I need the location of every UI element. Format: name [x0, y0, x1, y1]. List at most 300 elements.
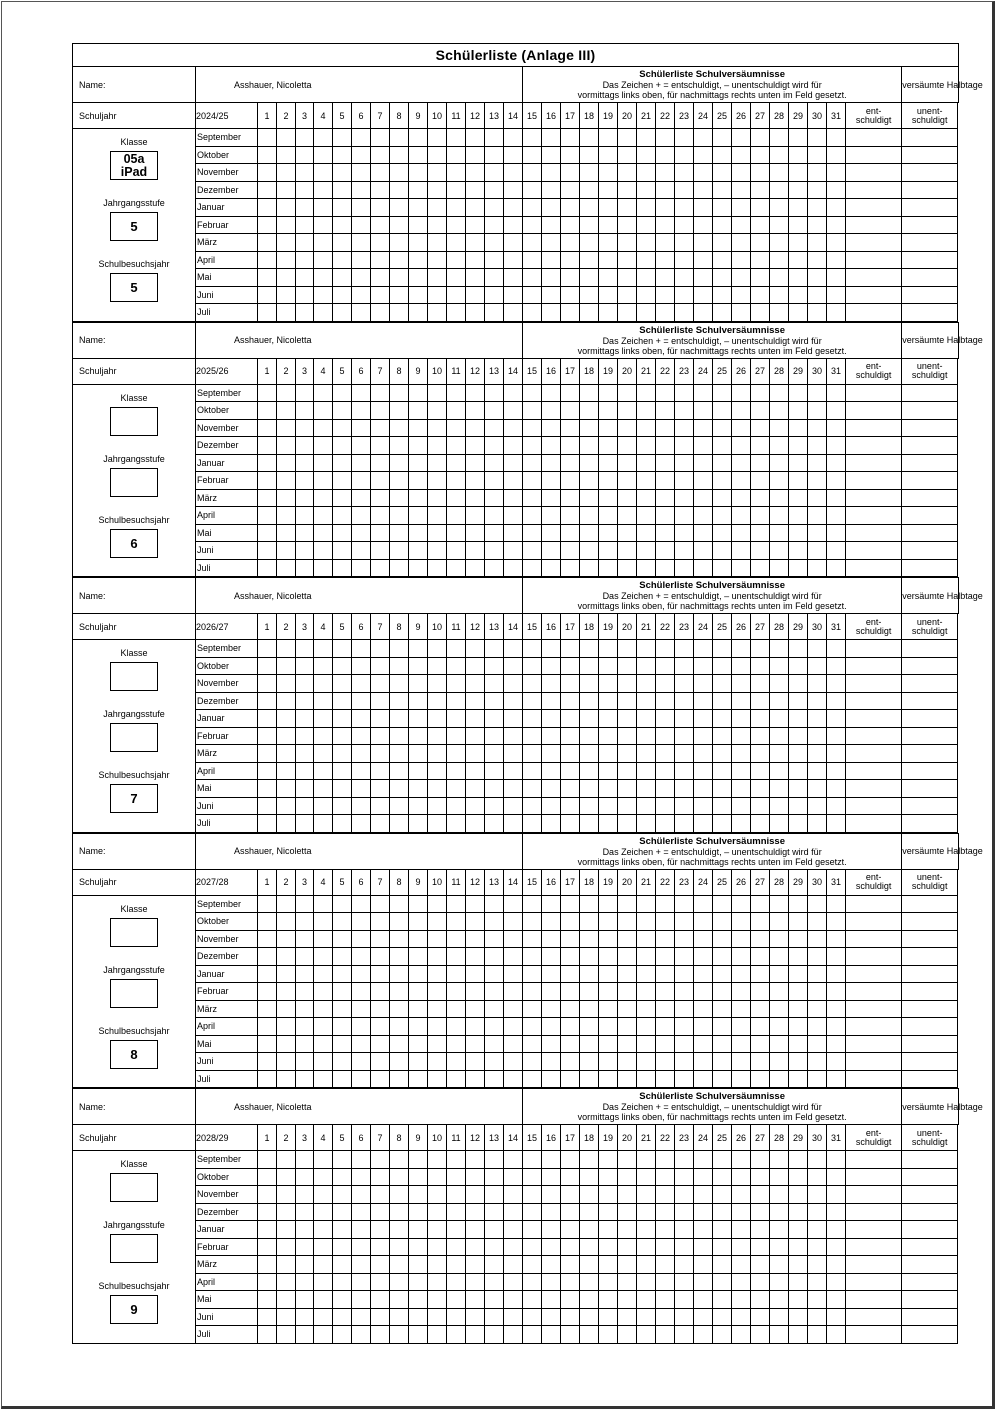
day-cell[interactable]	[827, 1238, 846, 1256]
day-cell[interactable]	[580, 507, 599, 525]
day-cell[interactable]	[428, 1308, 447, 1326]
day-cell[interactable]	[314, 1070, 333, 1088]
day-cell[interactable]	[485, 559, 504, 577]
day-cell[interactable]	[314, 1000, 333, 1018]
excused-cell[interactable]	[846, 524, 902, 542]
day-cell[interactable]	[352, 489, 371, 507]
unexcused-cell[interactable]	[902, 948, 958, 966]
day-cell[interactable]	[485, 216, 504, 234]
day-cell[interactable]	[751, 692, 770, 710]
day-cell[interactable]	[447, 489, 466, 507]
day-cell[interactable]	[542, 454, 561, 472]
day-cell[interactable]	[371, 304, 390, 322]
day-cell[interactable]	[694, 1186, 713, 1204]
day-cell[interactable]	[599, 1053, 618, 1071]
day-cell[interactable]	[352, 640, 371, 658]
day-cell[interactable]	[390, 1168, 409, 1186]
day-cell[interactable]	[827, 895, 846, 913]
unexcused-cell[interactable]	[902, 129, 958, 147]
day-cell[interactable]	[542, 489, 561, 507]
day-cell[interactable]	[542, 1151, 561, 1169]
day-cell[interactable]	[618, 542, 637, 560]
day-cell[interactable]	[390, 965, 409, 983]
day-cell[interactable]	[333, 559, 352, 577]
excused-cell[interactable]	[846, 472, 902, 490]
day-cell[interactable]	[675, 1035, 694, 1053]
day-cell[interactable]	[314, 146, 333, 164]
day-cell[interactable]	[314, 286, 333, 304]
day-cell[interactable]	[409, 146, 428, 164]
day-cell[interactable]	[694, 489, 713, 507]
day-cell[interactable]	[751, 1070, 770, 1088]
day-cell[interactable]	[542, 384, 561, 402]
day-cell[interactable]	[409, 1308, 428, 1326]
day-cell[interactable]	[352, 251, 371, 269]
day-cell[interactable]	[409, 384, 428, 402]
excused-cell[interactable]	[846, 1018, 902, 1036]
day-cell[interactable]	[409, 948, 428, 966]
day-cell[interactable]	[542, 983, 561, 1001]
unexcused-cell[interactable]	[902, 1168, 958, 1186]
day-cell[interactable]	[466, 199, 485, 217]
day-cell[interactable]	[390, 1308, 409, 1326]
day-cell[interactable]	[561, 1326, 580, 1344]
day-cell[interactable]	[466, 692, 485, 710]
day-cell[interactable]	[770, 507, 789, 525]
unexcused-cell[interactable]	[902, 780, 958, 798]
day-cell[interactable]	[371, 419, 390, 437]
day-cell[interactable]	[296, 815, 314, 833]
day-cell[interactable]	[656, 780, 675, 798]
day-cell[interactable]	[675, 1256, 694, 1274]
day-cell[interactable]	[580, 948, 599, 966]
day-cell[interactable]	[580, 216, 599, 234]
day-cell[interactable]	[390, 913, 409, 931]
day-cell[interactable]	[789, 1256, 808, 1274]
day-cell[interactable]	[789, 675, 808, 693]
day-cell[interactable]	[656, 948, 675, 966]
unexcused-cell[interactable]	[902, 419, 958, 437]
day-cell[interactable]	[447, 948, 466, 966]
day-cell[interactable]	[352, 710, 371, 728]
day-cell[interactable]	[296, 304, 314, 322]
day-cell[interactable]	[618, 251, 637, 269]
day-cell[interactable]	[561, 913, 580, 931]
day-cell[interactable]	[258, 815, 277, 833]
day-cell[interactable]	[428, 1238, 447, 1256]
day-cell[interactable]	[485, 472, 504, 490]
day-cell[interactable]	[523, 1000, 542, 1018]
day-cell[interactable]	[466, 1273, 485, 1291]
day-cell[interactable]	[390, 1151, 409, 1169]
day-cell[interactable]	[713, 489, 732, 507]
day-cell[interactable]	[277, 199, 296, 217]
unexcused-cell[interactable]	[902, 384, 958, 402]
day-cell[interactable]	[732, 797, 751, 815]
day-cell[interactable]	[485, 1238, 504, 1256]
day-cell[interactable]	[675, 472, 694, 490]
day-cell[interactable]	[504, 269, 523, 287]
day-cell[interactable]	[352, 1035, 371, 1053]
excused-cell[interactable]	[846, 304, 902, 322]
day-cell[interactable]	[485, 895, 504, 913]
day-cell[interactable]	[523, 797, 542, 815]
day-cell[interactable]	[656, 304, 675, 322]
day-cell[interactable]	[675, 419, 694, 437]
day-cell[interactable]	[504, 524, 523, 542]
excused-cell[interactable]	[846, 930, 902, 948]
day-cell[interactable]	[789, 640, 808, 658]
day-cell[interactable]	[770, 1186, 789, 1204]
day-cell[interactable]	[656, 1326, 675, 1344]
day-cell[interactable]	[277, 913, 296, 931]
unexcused-cell[interactable]	[902, 454, 958, 472]
day-cell[interactable]	[789, 269, 808, 287]
day-cell[interactable]	[371, 1000, 390, 1018]
day-cell[interactable]	[523, 269, 542, 287]
day-cell[interactable]	[713, 913, 732, 931]
day-cell[interactable]	[409, 913, 428, 931]
day-cell[interactable]	[713, 181, 732, 199]
day-cell[interactable]	[751, 304, 770, 322]
day-cell[interactable]	[296, 1238, 314, 1256]
day-cell[interactable]	[580, 402, 599, 420]
day-cell[interactable]	[333, 1000, 352, 1018]
day-cell[interactable]	[352, 216, 371, 234]
day-cell[interactable]	[599, 983, 618, 1001]
day-cell[interactable]	[808, 675, 827, 693]
day-cell[interactable]	[675, 251, 694, 269]
day-cell[interactable]	[371, 1308, 390, 1326]
day-cell[interactable]	[409, 1151, 428, 1169]
day-cell[interactable]	[390, 657, 409, 675]
day-cell[interactable]	[314, 384, 333, 402]
day-cell[interactable]	[333, 402, 352, 420]
day-cell[interactable]	[466, 1151, 485, 1169]
day-cell[interactable]	[333, 304, 352, 322]
day-cell[interactable]	[770, 983, 789, 1001]
day-cell[interactable]	[409, 1018, 428, 1036]
day-cell[interactable]	[827, 1186, 846, 1204]
excused-cell[interactable]	[846, 1035, 902, 1053]
day-cell[interactable]	[352, 1151, 371, 1169]
day-cell[interactable]	[580, 1186, 599, 1204]
day-cell[interactable]	[333, 745, 352, 763]
day-cell[interactable]	[827, 948, 846, 966]
day-cell[interactable]	[485, 1070, 504, 1088]
day-cell[interactable]	[827, 507, 846, 525]
day-cell[interactable]	[675, 454, 694, 472]
day-cell[interactable]	[447, 913, 466, 931]
day-cell[interactable]	[637, 129, 656, 147]
day-cell[interactable]	[827, 437, 846, 455]
day-cell[interactable]	[314, 1308, 333, 1326]
day-cell[interactable]	[618, 559, 637, 577]
day-cell[interactable]	[428, 437, 447, 455]
day-cell[interactable]	[675, 710, 694, 728]
day-cell[interactable]	[409, 454, 428, 472]
unexcused-cell[interactable]	[902, 286, 958, 304]
day-cell[interactable]	[485, 489, 504, 507]
day-cell[interactable]	[770, 1326, 789, 1344]
day-cell[interactable]	[599, 727, 618, 745]
day-cell[interactable]	[580, 745, 599, 763]
day-cell[interactable]	[296, 1308, 314, 1326]
day-cell[interactable]	[808, 1273, 827, 1291]
day-cell[interactable]	[789, 1186, 808, 1204]
day-cell[interactable]	[371, 913, 390, 931]
day-cell[interactable]	[675, 1151, 694, 1169]
day-cell[interactable]	[333, 472, 352, 490]
day-cell[interactable]	[618, 1053, 637, 1071]
day-cell[interactable]	[258, 199, 277, 217]
day-cell[interactable]	[277, 1168, 296, 1186]
day-cell[interactable]	[296, 780, 314, 798]
excused-cell[interactable]	[846, 983, 902, 1001]
day-cell[interactable]	[485, 419, 504, 437]
day-cell[interactable]	[447, 251, 466, 269]
day-cell[interactable]	[352, 286, 371, 304]
day-cell[interactable]	[618, 692, 637, 710]
day-cell[interactable]	[827, 286, 846, 304]
day-cell[interactable]	[580, 1018, 599, 1036]
day-cell[interactable]	[618, 1151, 637, 1169]
day-cell[interactable]	[618, 895, 637, 913]
day-cell[interactable]	[580, 489, 599, 507]
excused-cell[interactable]	[846, 965, 902, 983]
day-cell[interactable]	[732, 710, 751, 728]
day-cell[interactable]	[504, 948, 523, 966]
day-cell[interactable]	[751, 542, 770, 560]
day-cell[interactable]	[314, 640, 333, 658]
day-cell[interactable]	[542, 437, 561, 455]
day-cell[interactable]	[732, 129, 751, 147]
day-cell[interactable]	[599, 454, 618, 472]
day-cell[interactable]	[447, 146, 466, 164]
day-cell[interactable]	[371, 1238, 390, 1256]
day-cell[interactable]	[675, 780, 694, 798]
excused-cell[interactable]	[846, 559, 902, 577]
day-cell[interactable]	[485, 965, 504, 983]
day-cell[interactable]	[277, 1053, 296, 1071]
day-cell[interactable]	[618, 1203, 637, 1221]
day-cell[interactable]	[732, 930, 751, 948]
day-cell[interactable]	[466, 384, 485, 402]
day-cell[interactable]	[390, 472, 409, 490]
day-cell[interactable]	[314, 815, 333, 833]
day-cell[interactable]	[656, 1291, 675, 1309]
day-cell[interactable]	[485, 1151, 504, 1169]
day-cell[interactable]	[694, 286, 713, 304]
day-cell[interactable]	[504, 1291, 523, 1309]
day-cell[interactable]	[751, 164, 770, 182]
day-cell[interactable]	[618, 1018, 637, 1036]
day-cell[interactable]	[637, 419, 656, 437]
day-cell[interactable]	[504, 983, 523, 1001]
day-cell[interactable]	[580, 657, 599, 675]
day-cell[interactable]	[314, 1291, 333, 1309]
day-cell[interactable]	[258, 1221, 277, 1239]
day-cell[interactable]	[542, 1273, 561, 1291]
day-cell[interactable]	[409, 1000, 428, 1018]
day-cell[interactable]	[258, 542, 277, 560]
day-cell[interactable]	[580, 913, 599, 931]
day-cell[interactable]	[371, 234, 390, 252]
day-cell[interactable]	[466, 1035, 485, 1053]
day-cell[interactable]	[732, 251, 751, 269]
day-cell[interactable]	[296, 507, 314, 525]
day-cell[interactable]	[542, 797, 561, 815]
day-cell[interactable]	[656, 640, 675, 658]
day-cell[interactable]	[428, 727, 447, 745]
day-cell[interactable]	[770, 1238, 789, 1256]
day-cell[interactable]	[296, 895, 314, 913]
day-cell[interactable]	[447, 745, 466, 763]
day-cell[interactable]	[618, 1000, 637, 1018]
day-cell[interactable]	[732, 164, 751, 182]
day-cell[interactable]	[789, 930, 808, 948]
day-cell[interactable]	[258, 251, 277, 269]
day-cell[interactable]	[371, 930, 390, 948]
day-cell[interactable]	[770, 815, 789, 833]
day-cell[interactable]	[258, 1256, 277, 1274]
day-cell[interactable]	[618, 1308, 637, 1326]
day-cell[interactable]	[466, 780, 485, 798]
day-cell[interactable]	[751, 965, 770, 983]
day-cell[interactable]	[732, 304, 751, 322]
day-cell[interactable]	[333, 216, 352, 234]
day-cell[interactable]	[409, 780, 428, 798]
day-cell[interactable]	[258, 286, 277, 304]
day-cell[interactable]	[504, 745, 523, 763]
day-cell[interactable]	[618, 234, 637, 252]
day-cell[interactable]	[258, 913, 277, 931]
day-cell[interactable]	[371, 1151, 390, 1169]
day-cell[interactable]	[542, 146, 561, 164]
day-cell[interactable]	[827, 1000, 846, 1018]
day-cell[interactable]	[770, 692, 789, 710]
day-cell[interactable]	[637, 507, 656, 525]
unexcused-cell[interactable]	[902, 745, 958, 763]
day-cell[interactable]	[561, 454, 580, 472]
day-cell[interactable]	[485, 542, 504, 560]
day-cell[interactable]	[485, 1053, 504, 1071]
day-cell[interactable]	[277, 640, 296, 658]
day-cell[interactable]	[808, 727, 827, 745]
day-cell[interactable]	[675, 199, 694, 217]
day-cell[interactable]	[523, 251, 542, 269]
day-cell[interactable]	[428, 797, 447, 815]
day-cell[interactable]	[694, 1070, 713, 1088]
day-cell[interactable]	[333, 675, 352, 693]
day-cell[interactable]	[409, 1273, 428, 1291]
day-cell[interactable]	[675, 762, 694, 780]
day-cell[interactable]	[694, 965, 713, 983]
day-cell[interactable]	[789, 454, 808, 472]
day-cell[interactable]	[770, 286, 789, 304]
day-cell[interactable]	[371, 983, 390, 1001]
day-cell[interactable]	[504, 1053, 523, 1071]
day-cell[interactable]	[675, 983, 694, 1001]
day-cell[interactable]	[314, 1273, 333, 1291]
day-cell[interactable]	[390, 542, 409, 560]
excused-cell[interactable]	[846, 146, 902, 164]
day-cell[interactable]	[637, 402, 656, 420]
day-cell[interactable]	[409, 640, 428, 658]
day-cell[interactable]	[580, 762, 599, 780]
day-cell[interactable]	[333, 437, 352, 455]
day-cell[interactable]	[599, 1256, 618, 1274]
excused-cell[interactable]	[846, 948, 902, 966]
day-cell[interactable]	[542, 472, 561, 490]
day-cell[interactable]	[523, 559, 542, 577]
day-cell[interactable]	[390, 1053, 409, 1071]
day-cell[interactable]	[277, 1291, 296, 1309]
day-cell[interactable]	[277, 1238, 296, 1256]
unexcused-cell[interactable]	[902, 1070, 958, 1088]
day-cell[interactable]	[277, 304, 296, 322]
day-cell[interactable]	[390, 146, 409, 164]
day-cell[interactable]	[561, 1053, 580, 1071]
day-cell[interactable]	[409, 895, 428, 913]
unexcused-cell[interactable]	[902, 762, 958, 780]
day-cell[interactable]	[675, 164, 694, 182]
day-cell[interactable]	[561, 1186, 580, 1204]
day-cell[interactable]	[466, 524, 485, 542]
day-cell[interactable]	[428, 181, 447, 199]
day-cell[interactable]	[713, 199, 732, 217]
day-cell[interactable]	[447, 983, 466, 1001]
day-cell[interactable]	[447, 1256, 466, 1274]
day-cell[interactable]	[770, 675, 789, 693]
day-cell[interactable]	[770, 727, 789, 745]
day-cell[interactable]	[258, 146, 277, 164]
day-cell[interactable]	[428, 524, 447, 542]
day-cell[interactable]	[580, 129, 599, 147]
day-cell[interactable]	[390, 251, 409, 269]
day-cell[interactable]	[504, 930, 523, 948]
day-cell[interactable]	[258, 930, 277, 948]
day-cell[interactable]	[656, 402, 675, 420]
unexcused-cell[interactable]	[902, 640, 958, 658]
day-cell[interactable]	[808, 797, 827, 815]
day-cell[interactable]	[732, 913, 751, 931]
day-cell[interactable]	[561, 640, 580, 658]
day-cell[interactable]	[770, 1000, 789, 1018]
day-cell[interactable]	[504, 489, 523, 507]
day-cell[interactable]	[637, 1018, 656, 1036]
day-cell[interactable]	[371, 797, 390, 815]
day-cell[interactable]	[258, 1308, 277, 1326]
day-cell[interactable]	[580, 1291, 599, 1309]
day-cell[interactable]	[333, 948, 352, 966]
day-cell[interactable]	[409, 234, 428, 252]
day-cell[interactable]	[409, 1238, 428, 1256]
day-cell[interactable]	[618, 710, 637, 728]
day-cell[interactable]	[296, 710, 314, 728]
day-cell[interactable]	[466, 815, 485, 833]
day-cell[interactable]	[713, 657, 732, 675]
day-cell[interactable]	[580, 164, 599, 182]
day-cell[interactable]	[751, 199, 770, 217]
day-cell[interactable]	[675, 146, 694, 164]
day-cell[interactable]	[504, 1018, 523, 1036]
day-cell[interactable]	[599, 419, 618, 437]
day-cell[interactable]	[277, 216, 296, 234]
day-cell[interactable]	[827, 727, 846, 745]
day-cell[interactable]	[390, 948, 409, 966]
day-cell[interactable]	[713, 762, 732, 780]
